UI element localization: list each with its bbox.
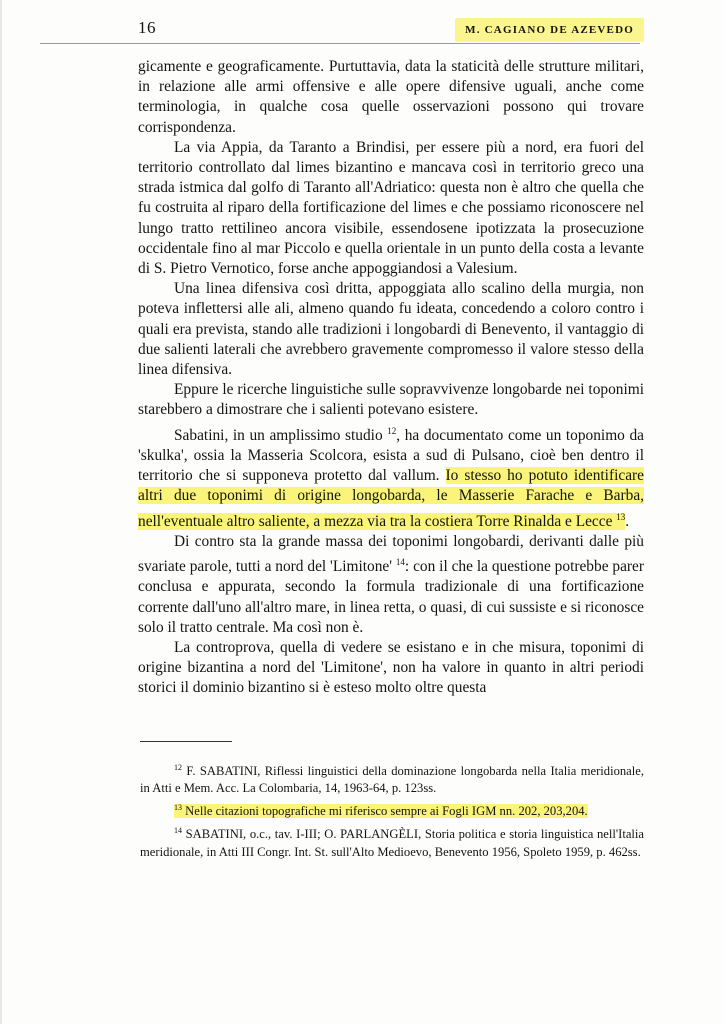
running-title-highlighted: M. CAGIANO DE AZEVEDO [455, 18, 644, 42]
footnote-text: F. SABATINI, Riflessi linguistici della dominazione longobarda nella Italia meridionale, in Atti e Mem. Acc. La Colombaria, 14, 1963-64, p. 123ss. [140, 764, 645, 796]
scan-edge [0, 0, 2, 1024]
page-number: 16 [138, 18, 156, 37]
paragraph-1: gicamente e geograficamente. Purtuttavia, data la staticità delle strutture militari, in relazione alle armi offensive e alle opere difensive uguali, anche come terminologia, in qualche cosa quelle osservazioni possono qui trovare corrispondenza. [138, 58, 644, 136]
paragraph-5 [138, 421, 644, 532]
header-rule [40, 43, 640, 44]
paragraph-3: Una linea difensiva così dritta, appoggiata allo scalino della murgia, non poteva inflettersi alle ali, almeno quando fu ideata, concedendo a coloro contro i quali era prevista, stando alle tradizioni i longobardi di Benevento, il vantaggio di due salienti laterali che avrebbero gravemente compromesso il valore stesso della linea difensiva. [138, 280, 644, 379]
footnote-13 [140, 799, 644, 820]
footnote-ref-13[interactable]: 13 [616, 511, 626, 522]
footnote-rule [140, 741, 232, 742]
footnote-13-highlight [174, 804, 588, 818]
paragraph-5-end: . [625, 512, 630, 530]
footnote-text: Nelle citazioni topografiche mi riferisco sempre ai Fogli IGM nn. 202, 203,204. [185, 804, 588, 819]
paragraph-6-start: Di contro sta la grande massa dei toponimi longobardi, derivanti dalle più svariate parole, tutti a nord del 'Limitone' [138, 532, 644, 576]
paragraph-5-start: Sabatini, in un amplissimo studio [174, 426, 383, 444]
footnote-ref-12[interactable]: 12 [387, 425, 397, 436]
body-text [138, 57, 644, 699]
highlighted-text: Io stesso ho potuto identificare altri due toponimi di origine longobarda, le Masserie Farache e Barba, nell'eventuale altro saliente, a mezza via tra la costiera Torre Rinalda e Lecce [138, 467, 644, 530]
footnote-ref-14[interactable]: 14 [395, 557, 405, 568]
paragraph-6 [138, 532, 644, 638]
paragraph-4: Eppure le ricerche linguistiche sulle sopravvivenze longobarde nei toponimi starebbero a dimostrare che i salienti potevano esistere. [138, 381, 644, 419]
paragraph-2: La via Appia, da Taranto a Brindisi, per essere più a nord, era fuori del territorio controllato dal limes bizantino e mancava così in territorio greco una strada istmica dal golfo di Taranto all'Adriatico: questa non è altro che quella che fu costruita al riparo della fortificazione del limes e che possiamo riconoscere nel lungo tratto rettilineo ancora visibile, essendosene ipotizzata la prosecuzione occidentale fino al mar Piccolo e quella orientale in un punto della costa a levante di S. Pietro Vernotico, forse anche appoggiandosi a Valesium. [138, 138, 644, 278]
footnote-text: SABATINI, o.c., tav. I-III; O. PARLANGÈLI, Storia politica e storia linguistica nell'Italia meridionale, in Atti III Congr. Int. St. sull'Alto Medioevo, Benevento 1956, Spoleto 1959, p. 462ss. [140, 827, 644, 859]
footnote-number: 12 [174, 763, 182, 772]
page-header [138, 18, 644, 44]
footnote-number: 13 [174, 803, 182, 813]
paragraph-5-middle: , ha documentato come un toponimo da 'skulka', ossia la Masseria Scolcora, esista a sud di Pulsano, cioè ben dentro il territorio che si supponeva protetto dal vallum. [138, 426, 645, 485]
footnote-14 [140, 822, 644, 860]
paragraph-7: La controprova, quella di vedere se esistano e in che misura, toponimi di origine bizantina a nord del 'Limitone', non ha valore in quanto in altri periodi storici il dominio bizantino si è esteso molto oltre questa [138, 639, 644, 697]
footnotes [140, 759, 644, 863]
footnote-12 [140, 759, 644, 797]
footnote-number: 14 [174, 826, 182, 836]
paragraph-6-end: : con il che la questione potrebbe parer conclusa e appurata, secondo la formula tradizionale di una fortificazione corrente dall'uno all'altro mare, in linea retta, o quasi, di cui sussiste e si riconosce solo il tratto centrale. Ma così non è. [138, 558, 645, 636]
